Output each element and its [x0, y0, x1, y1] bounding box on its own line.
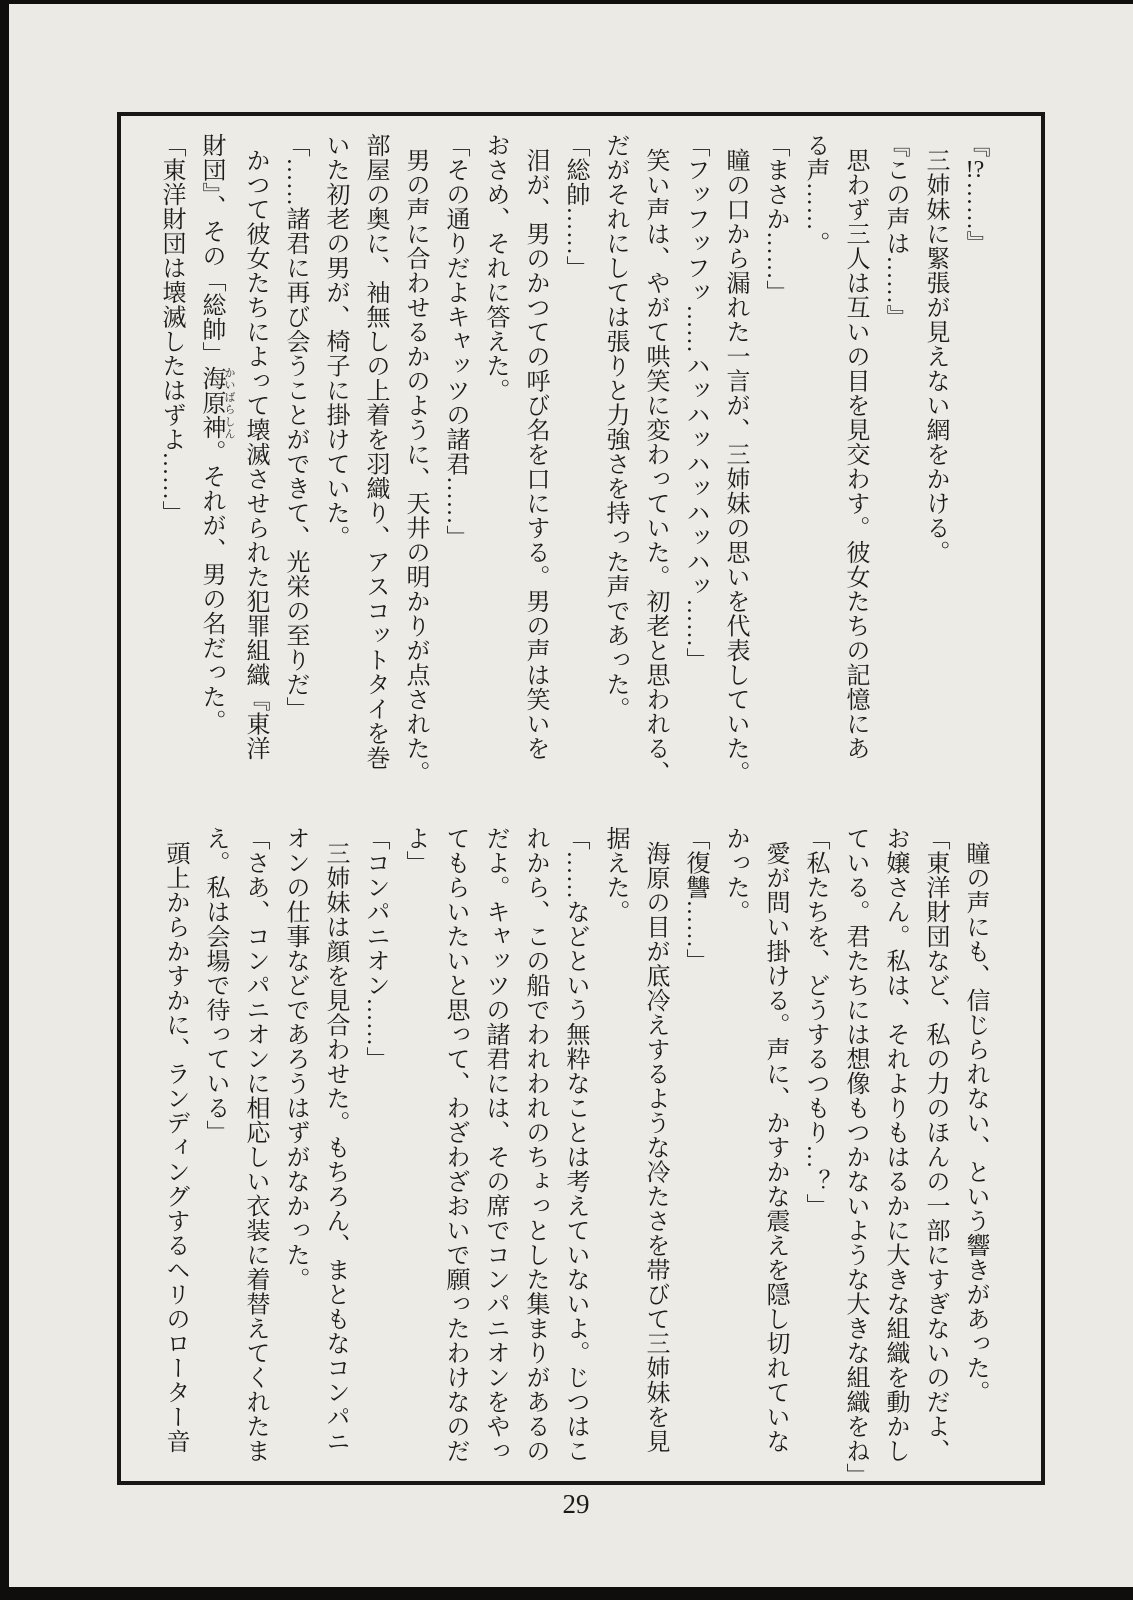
text-line: かつて彼女たちによって壊滅させられた犯罪組織『東洋: [242, 148, 268, 761]
text-line: 「東洋財団など、私の力のほんの一部にすぎないのだよ、: [922, 826, 948, 1463]
text-line: 「さあ、コンパニオンに相応しい衣装に着替えてくれたま: [242, 826, 268, 1463]
text-line: だよ。キャッツの諸君には、その席でコンパニオンをやっ: [482, 826, 508, 1463]
scan-edge-left: [0, 0, 9, 1600]
scan-edge-bottom: [0, 1587, 1133, 1600]
text-line: 瞳の声にも、信じられない、という響きがあった。: [962, 841, 988, 1405]
text-line: 思わず三人は互いの目を見交わす。彼女たちの記憶にあ: [842, 148, 868, 761]
text-line: 「復讐……」: [682, 826, 708, 973]
text-line: 三姉妹に緊張が見えない網をかける。: [922, 148, 948, 565]
page-number: 29: [562, 1489, 590, 1519]
text-line: 「まさか……」: [762, 133, 788, 305]
text-line: 据えた。: [602, 826, 628, 924]
text-line: オンの仕事などであろうはずがなかった。: [282, 826, 308, 1292]
text-line: ている。君たちには想像もつかないような大きな組織をね」: [842, 826, 868, 1488]
text-line: え。私は会場で待っている」: [202, 826, 228, 1145]
text-line: だがそれにしては張りと力強さを持った声であった。: [602, 133, 628, 721]
text-line: かった。: [722, 826, 748, 924]
text-line: お嬢さん。私は、それよりもはるかに大きな組織を動かし: [882, 826, 908, 1463]
text-line: 愛が問い掛ける。声に、かすかな震えを隠し切れていな: [762, 841, 788, 1454]
text-line: 「その通りだよキャッツの諸君……」: [442, 133, 468, 550]
text-line: 部屋の奥に、袖無しの上着を羽織り、アスコットタイを巻: [362, 133, 388, 770]
top-text-block: [151, 133, 995, 795]
text-line: いた初老の男が、椅子に掛けていた。: [322, 133, 348, 550]
text-line: よ」: [402, 826, 428, 875]
text-line: 「……などという無粋なことは考えていないよ。じつはこ: [562, 826, 588, 1463]
tate-chu-yoko: !?: [965, 157, 985, 182]
text-line: 財団』、その「総帥」海原 かいばら神 しん。それが、男の名だった。: [198, 133, 235, 734]
scan-edge-top: [0, 0, 1133, 4]
text-line: 『この声は……』: [882, 133, 908, 329]
text-line: 「総帥……」: [562, 133, 588, 280]
text-border-box: [117, 112, 1045, 1488]
text-line: 「東洋財団は壊滅したはずよ……」: [158, 133, 184, 525]
text-line: 「フッフッフッ……ハッハッハッハッハッ……」: [682, 133, 708, 672]
text-line: れから、この船でわれわれのちょっとした集まりがあるの: [522, 826, 548, 1463]
text-line: 笑い声は、やがて哄笑に変わっていた。初老と思われる、: [642, 148, 668, 785]
text-line: 三姉妹は顔を見合わせた。もちろん、まともなコンパニ: [322, 841, 348, 1454]
furigana-ruby: 神 しん: [198, 415, 235, 440]
bottom-text-block: [155, 826, 995, 1488]
text-line: 「コンパニオン……」: [362, 826, 388, 1071]
text-line: 「私たちを、どうするつもり…？」: [802, 826, 828, 1218]
text-line: 「……諸君に再び会うことができて、光栄の至りだ」: [282, 133, 308, 721]
text-line: おさめ、それに答えた。: [482, 133, 508, 403]
text-line: 頭上からかすかに、ランディングするヘリのローター音: [162, 841, 188, 1454]
text-line: る声……。: [802, 133, 828, 256]
text-line: 海原の目が底冷えするような冷たさを帯びて三姉妹を見: [642, 841, 668, 1454]
furigana-ruby: 海原 かいばら: [198, 366, 235, 415]
text-line: 泪が、男のかつての呼び名を口にする。男の声は笑いを: [522, 148, 548, 761]
text-line: てもらいたいと思って、わざわざおいで願ったわけなのだ: [442, 826, 468, 1463]
text-line: 男の声に合わせるかのように、天井の明かりが点された。: [402, 148, 428, 785]
text-line: 『!?……』: [962, 133, 988, 255]
text-line: 瞳の口から漏れた一言が、三姉妹の思いを代表していた。: [722, 148, 748, 785]
